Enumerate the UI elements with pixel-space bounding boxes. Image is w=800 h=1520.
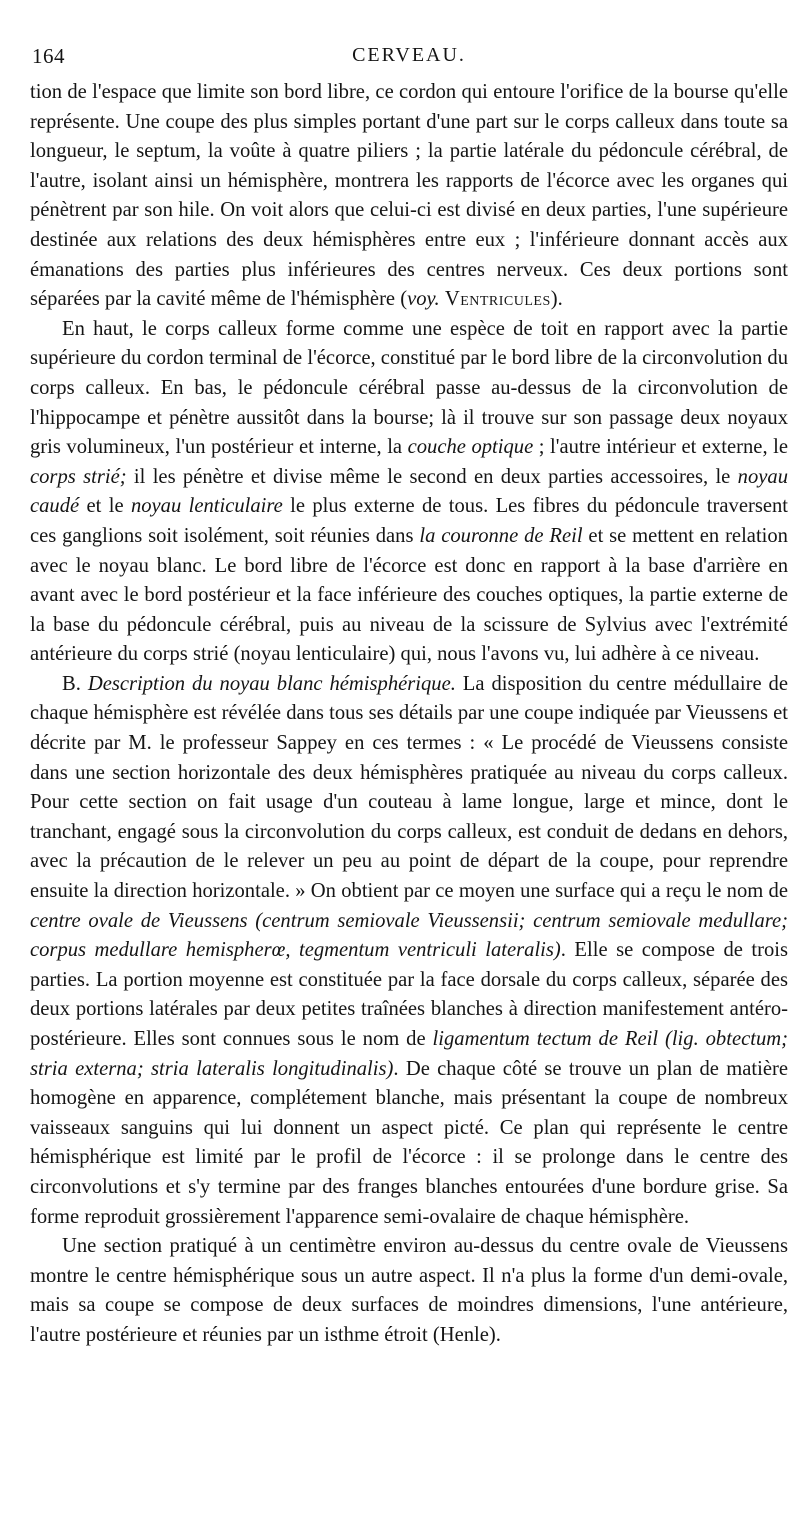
section-label: B. bbox=[62, 672, 88, 695]
document-page bbox=[30, 38, 788, 1351]
paragraph-2-text-c: il les pénètre et divise même le second en deux parties accessoires, le bbox=[126, 465, 738, 488]
term-corps-strie: corps strié; bbox=[30, 465, 127, 488]
term-centre-ovale: centre ovale de Vieussens (centrum semiovale Vieussensii; centrum semiovale medullare; corpus medullare hemispherœ, tegmentum ventriculi lateralis) bbox=[30, 909, 788, 962]
page-number: 164 bbox=[32, 44, 65, 68]
term-couche-optique: couche optique bbox=[407, 436, 534, 459]
body-text bbox=[30, 78, 788, 1351]
paragraph-2-text-d: et le bbox=[79, 495, 131, 518]
paragraph-3-text-a: La disposition du centre médullaire de chaque hémisphère est révélée dans tous ses détails par une coupe indiquée par Vieussens et décrite par M. le professeur Sappey en ces termes : « Le procédé de Vieussens consiste dans une section horizontale des deux hémisphères pratiquée au niveau du corps calleux. Pour cette section on fait usage d'un couteau à lame longue, large et mince, dont le tranchant, engagé sous la circonvolution du corps calleux, est conduit de dedans en dehors, avec la précaution de le relever un peu au point de départ de la coupe, pour reprendre ensuite la direction horizontale. » On obtient par ce moyen une surface qui a reçu le nom de bbox=[30, 672, 788, 903]
paragraph-4 bbox=[30, 1232, 788, 1350]
term-couronne-de-reil: la couronne de Reil bbox=[419, 524, 583, 547]
paragraph-4-text: Une section pratiqué à un centimètre environ au-dessus du centre ovale de Vieussens montre le centre hémisphérique sous un autre aspect. Il n'a plus la forme d'un demi-ovale, mais sa coupe se compose de deux surfaces de moindres dimensions, l'une antérieure, l'autre postérieure et réunies par un isthme étroit (Henle). bbox=[30, 1235, 788, 1346]
section-title: Description du noyau blanc hémisphérique. bbox=[87, 672, 456, 695]
voy-abbreviation: voy. bbox=[407, 288, 440, 311]
paragraph-3 bbox=[30, 670, 788, 1232]
paragraph-2-text-b: ; l'autre intérieur et externe, le bbox=[533, 436, 788, 459]
paragraph-1 bbox=[30, 78, 788, 315]
running-title: CERVEAU. bbox=[352, 44, 466, 66]
paragraph-3-text-c: . De chaque côté se trouve un plan de matière homogène en apparence, complétement blanche, mais présentant la coupe de nombreux vaisseaux sanguins qui lui donnent un aspect picté. Ce plan qui représente le centre hémisphérique est limité par le profil de l'écorce : il se prolonge dans le centre des circonvolutions et s'y termine par des franges blanches entourées d'une bordure grise. Sa forme reproduit grossièrement l'apparence semi-ovalaire de chaque hémisphère. bbox=[30, 1057, 788, 1228]
term-ligamentum-tectum: ligamentum tectum de Reil (lig. obtectum; stria externa; stria lateralis longitudinalis) bbox=[30, 1028, 788, 1080]
paragraph-1-text: tion de l'espace que limite son bord libre, ce cordon qui entoure l'orifice de la bourse qu'elle représente. Une coupe des plus simples portant d'une part sur le corps calleux dans toute sa longueur, le septum, la voûte à quatre piliers ; la partie latérale du pédoncule cérébral, de l'autre, isolant ainsi un hémisphère, montrera les rapports de l'écorce avec les organes qui pénètrent par son hile. On voit alors que celui-ci est divisé en deux parties, l'une supérieure destinée aux relations des deux hémisphères entre eux ; l'inférieure donnant accès aux émanations des parties plus inférieures des centres nerveux. Ces deux portions sont séparées par la cavité même de l'hémisphère ( bbox=[30, 81, 788, 311]
cross-reference-ventricules: Ventricules bbox=[444, 288, 551, 311]
paragraph-2-text-f: et se mettent en relation avec le noyau blanc. Le bord libre de l'écorce est donc en rapport à la base d'arrière en avant avec le bord postérieur et la face inférieure des couches optiques, la partie externe de la base du pédoncule cérébral, puis au niveau de la scissure de Sylvius avec l'extrémité antérieure du corps strié (noyau lenticulaire) qui, nous l'avons vu, lui adhère à ce niveau. bbox=[30, 524, 788, 666]
term-noyau-caude: noyau caudé bbox=[30, 465, 788, 518]
paragraph-2-text-e: le plus externe de tous. Les fibres du pédoncule traversent ces ganglions soit isolément, soit réunies dans bbox=[30, 495, 788, 547]
paragraph-2-text-a: En haut, le corps calleux forme comme une espèce de toit en rapport avec la partie supérieure du cordon terminal de l'écorce, constitué par le bord libre de la circonvolution du corps calleux. En bas, le pédoncule cérébral passe au-dessus de la circonvolution de l'hippocampe et pénètre aussitôt dans la bourse; là il trouve sur son passage deux noyaux gris volumineux, l'un postérieur et interne, la bbox=[30, 317, 788, 459]
paragraph-3-text-b: . Elle se compose de trois parties. La portion moyenne est constituée par la face dorsale du corps calleux, séparée des deux portions latérales par deux petites traînées blanches à direction manifestement antéro-postérieure. Elles sont connues sous le nom de bbox=[30, 939, 788, 1050]
term-noyau-lenticulaire: noyau lenticulaire bbox=[130, 495, 283, 518]
paragraph-2 bbox=[30, 315, 788, 670]
page-header bbox=[30, 38, 788, 78]
paragraph-1-end: ). bbox=[550, 288, 563, 311]
